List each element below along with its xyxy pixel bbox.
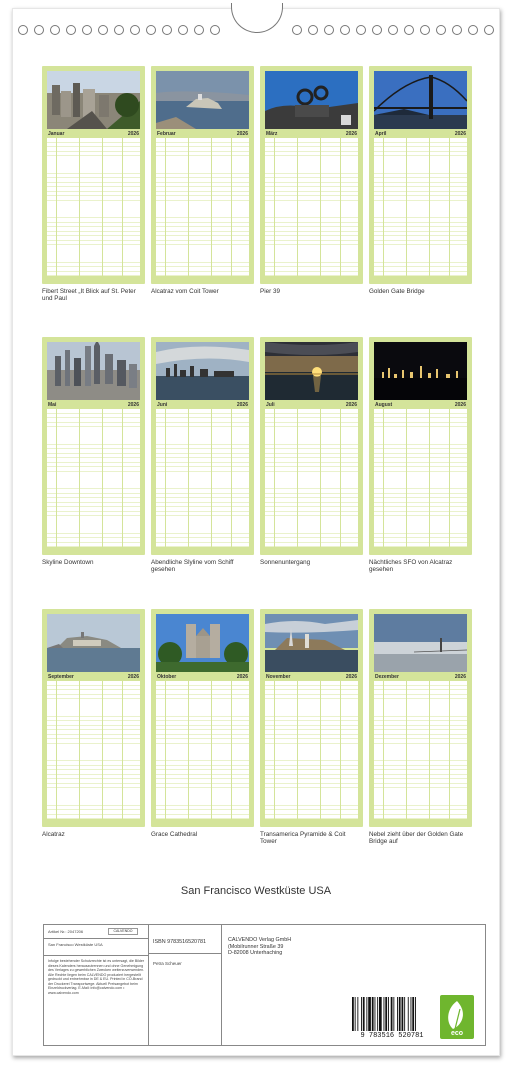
month-header bbox=[47, 674, 140, 681]
planner-grid bbox=[156, 409, 249, 547]
month-header bbox=[374, 402, 467, 409]
month-header bbox=[265, 674, 358, 681]
month-juni bbox=[151, 337, 254, 573]
calendar-title: San Francisco Westküste USA bbox=[180, 885, 332, 897]
binding-hole bbox=[194, 25, 204, 35]
planner-grid bbox=[156, 681, 249, 819]
photo-caption: Skyline Downtown bbox=[42, 559, 94, 566]
month-year: 2026 bbox=[127, 402, 139, 408]
month-year: 2026 bbox=[454, 402, 466, 408]
month-januar bbox=[42, 66, 145, 302]
month-name: Juli bbox=[266, 402, 275, 408]
month-name: Januar bbox=[48, 131, 65, 137]
month-year: 2026 bbox=[127, 674, 139, 680]
month-name: Dezember bbox=[375, 674, 399, 680]
planner-grid bbox=[374, 138, 467, 276]
planner-grid bbox=[374, 681, 467, 819]
binding-hole bbox=[484, 25, 494, 35]
photo-caption: Sonnenuntergang bbox=[260, 559, 311, 566]
month-year: 2026 bbox=[236, 674, 248, 680]
binding-hole bbox=[452, 25, 462, 35]
binding-hole bbox=[162, 25, 172, 35]
photo-caption: Golden Gate Bridge bbox=[369, 288, 425, 295]
planner-grid bbox=[47, 138, 140, 276]
month-card bbox=[260, 609, 363, 827]
month-name: März bbox=[266, 131, 278, 137]
month-photo bbox=[47, 614, 140, 672]
legal-text: Infolge bestehender Schutzrechte ist es untersagt, die Bilder dieses Kalenders herauszutrennen und ohne Genehmigung des Verlages zu gewerblichen Zwecken weiterzuverwenden. Alle Rechte liegen beim CALVENDO produziert hergestellt gedruckt und entnehmbar in DE & EU. Printed in CO-Brand der Druckerei Transportwege. Aktuell Preisangebot beim Einzeldruckverlag. E-Mail: info@calvendo.com • www.calvendo.com bbox=[48, 959, 145, 995]
month-card bbox=[42, 66, 145, 284]
month-name: Mai bbox=[48, 402, 57, 408]
month-photo bbox=[374, 71, 467, 129]
month-juli bbox=[260, 337, 363, 566]
publisher-address bbox=[228, 937, 291, 957]
month-april bbox=[369, 66, 472, 295]
planner-grid bbox=[374, 409, 467, 547]
month-year: 2026 bbox=[345, 402, 357, 408]
info-subtitle: San Francisco Westküste USA bbox=[48, 942, 103, 947]
planner-grid bbox=[47, 409, 140, 547]
month-year: 2026 bbox=[454, 674, 466, 680]
binding-hole bbox=[404, 25, 414, 35]
photo-caption: Nebel zieht über der Golden Gate Bridge auf bbox=[369, 831, 464, 845]
month-name: April bbox=[375, 131, 387, 137]
month-name: August bbox=[375, 402, 393, 408]
publisher-line-2: (Mobilrunner Straße 39 bbox=[228, 943, 284, 950]
calvendo-logo: CALVENDO bbox=[108, 928, 138, 935]
month-card bbox=[369, 609, 472, 827]
month-card bbox=[369, 66, 472, 284]
month-photo bbox=[47, 342, 140, 400]
month-header bbox=[156, 674, 249, 681]
month-header bbox=[156, 131, 249, 138]
month-card bbox=[369, 337, 472, 555]
month-name: Oktober bbox=[157, 674, 177, 680]
month-photo bbox=[265, 71, 358, 129]
binding-hole bbox=[34, 25, 44, 35]
month-dezember bbox=[369, 609, 472, 845]
planner-grid bbox=[265, 409, 358, 547]
info-column-legal bbox=[44, 925, 149, 1045]
binding-hole bbox=[18, 25, 28, 35]
eco-label: eco bbox=[450, 1030, 464, 1037]
binding-hole bbox=[178, 25, 188, 35]
month-year: 2026 bbox=[345, 674, 357, 680]
binding-hole bbox=[114, 25, 124, 35]
isbn-text: ISBN 9783516520781 bbox=[153, 939, 207, 945]
month-photo bbox=[374, 614, 467, 672]
binding-hole bbox=[292, 25, 302, 35]
month-name: November bbox=[266, 674, 291, 680]
planner-grid bbox=[265, 681, 358, 819]
planner-grid bbox=[156, 138, 249, 276]
binding-hole bbox=[130, 25, 140, 35]
photo-caption: Alcatraz vom Coit Tower bbox=[151, 288, 219, 295]
month-maerz bbox=[260, 66, 363, 295]
month-card bbox=[42, 337, 145, 555]
photo-caption: Transamerica Pyramide & Coit Tower bbox=[260, 831, 346, 845]
month-september bbox=[42, 609, 145, 838]
binding-hole bbox=[66, 25, 76, 35]
binding-hole bbox=[308, 25, 318, 35]
month-header bbox=[156, 402, 249, 409]
month-year: 2026 bbox=[345, 131, 357, 137]
calendar-page bbox=[12, 8, 500, 1056]
photo-caption: Nächtliches SFO von Alcatraz gesehen bbox=[369, 559, 453, 573]
month-name: Juni bbox=[157, 402, 168, 408]
binding-hole bbox=[50, 25, 60, 35]
binding-hole bbox=[340, 25, 350, 35]
binding-hole bbox=[146, 25, 156, 35]
month-name: September bbox=[48, 674, 74, 680]
month-november bbox=[260, 609, 363, 845]
month-header bbox=[374, 131, 467, 138]
month-photo bbox=[47, 71, 140, 129]
binding-hole bbox=[420, 25, 430, 35]
binding-hole bbox=[356, 25, 366, 35]
binding-hole bbox=[210, 25, 220, 35]
article-number: Artikel Nr.: 2047206 bbox=[48, 929, 84, 934]
month-header bbox=[265, 131, 358, 138]
author-name: Petra Scheuer bbox=[153, 961, 182, 966]
month-photo bbox=[374, 342, 467, 400]
month-februar bbox=[151, 66, 254, 295]
month-photo bbox=[265, 342, 358, 400]
month-header bbox=[47, 131, 140, 138]
month-photo bbox=[156, 71, 249, 129]
binding-hole bbox=[324, 25, 334, 35]
binding-hole bbox=[82, 25, 92, 35]
month-card bbox=[260, 337, 363, 555]
photo-caption: Alcatraz bbox=[42, 831, 65, 838]
month-mai bbox=[42, 337, 145, 566]
month-card bbox=[42, 609, 145, 827]
month-august bbox=[369, 337, 472, 573]
month-year: 2026 bbox=[127, 131, 139, 137]
month-header bbox=[265, 402, 358, 409]
publisher-line-3: D-82008 Unterhaching bbox=[228, 950, 283, 956]
info-box bbox=[43, 924, 486, 1046]
binding-hole bbox=[388, 25, 398, 35]
month-year: 2026 bbox=[454, 131, 466, 137]
publisher-line-1: CALVENDO Verlag GmbH bbox=[228, 937, 292, 943]
month-header bbox=[374, 674, 467, 681]
month-card bbox=[260, 66, 363, 284]
planner-grid bbox=[265, 138, 358, 276]
binding-hole bbox=[372, 25, 382, 35]
binding-hole bbox=[98, 25, 108, 35]
month-photo bbox=[156, 614, 249, 672]
month-photo bbox=[156, 342, 249, 400]
binding-hole bbox=[468, 25, 478, 35]
planner-grid bbox=[47, 681, 140, 819]
binding-hole bbox=[436, 25, 446, 35]
month-card bbox=[151, 337, 254, 555]
photo-caption: Pier 39 bbox=[260, 288, 280, 295]
month-header bbox=[47, 402, 140, 409]
month-photo bbox=[265, 614, 358, 672]
photo-caption: Abendliche Slyline vom Schiff gesehen bbox=[151, 559, 234, 573]
photo-caption: Fibert Street „It Blick auf St. Peter und Paul bbox=[42, 288, 136, 302]
month-card bbox=[151, 609, 254, 827]
month-year: 2026 bbox=[236, 131, 248, 137]
barcode-digits: 9 783516 520781 bbox=[360, 1032, 424, 1040]
info-column-isbn bbox=[149, 925, 222, 1045]
month-oktober bbox=[151, 609, 254, 838]
eco-badge bbox=[440, 995, 474, 1039]
month-year: 2026 bbox=[236, 402, 248, 408]
month-card bbox=[151, 66, 254, 284]
photo-caption: Grace Cathedral bbox=[151, 831, 198, 838]
month-name: Februar bbox=[157, 131, 176, 137]
